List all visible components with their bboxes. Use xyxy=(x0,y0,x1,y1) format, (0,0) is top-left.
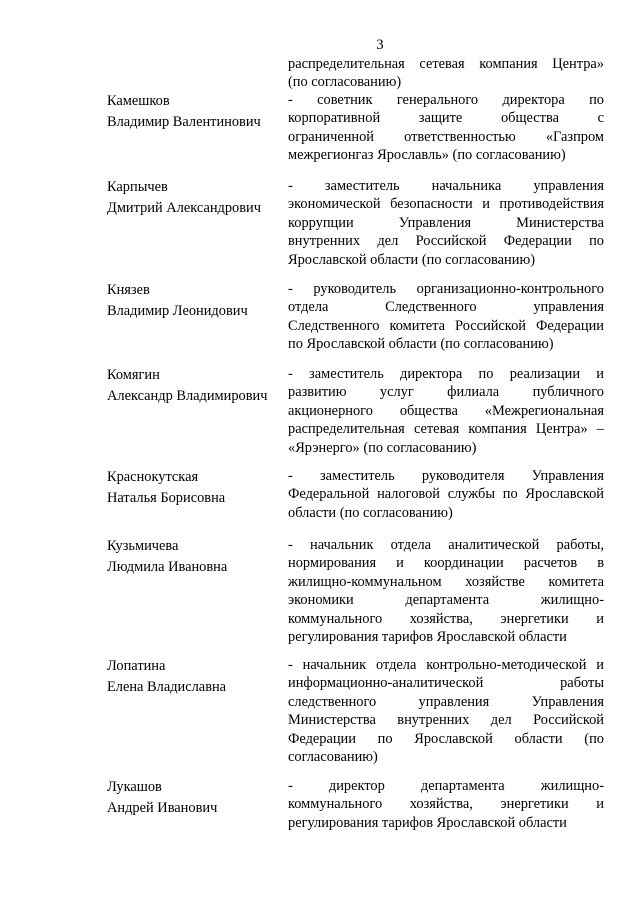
text-line: области (по согласованию) xyxy=(288,504,453,521)
page-number: 3 xyxy=(376,37,384,53)
member-given-name: Елена Владиславна xyxy=(107,679,227,695)
member-surname: Князев xyxy=(107,282,150,298)
member-position xyxy=(288,365,604,457)
member-name xyxy=(107,177,287,219)
member-position xyxy=(288,177,604,269)
text-line: - заместитель начальника управления xyxy=(288,178,604,194)
member-position xyxy=(288,777,604,832)
member-name xyxy=(107,777,287,819)
text-line: акционерного общества «Межрегиональная xyxy=(288,402,604,419)
member-surname: Краснокутская xyxy=(107,469,199,485)
member-given-name: Владимир Валентинович xyxy=(107,114,261,130)
text-line: - руководитель организационно-контрольного xyxy=(288,281,604,297)
text-line: Федеральной налоговой службы по Ярославской xyxy=(288,486,604,503)
text-line: отдела Следственного управления xyxy=(288,299,604,316)
member-surname: Кузьмичева xyxy=(107,538,179,554)
member-name xyxy=(107,280,287,322)
text-line: коррупции Управления Министерства xyxy=(288,214,604,231)
text-line: ограниченной ответственностью «Газпром xyxy=(288,128,604,145)
text-line: распределительная сетевая компания Центра» xyxy=(288,56,604,72)
text-line: «Ярэнерго» (по согласованию) xyxy=(288,439,477,456)
text-line: (по согласованию) xyxy=(288,74,402,91)
text-line: Следственного комитета Российской Федерации xyxy=(288,317,604,334)
text-line: по Ярославской области (по согласованию) xyxy=(288,336,554,353)
member-surname: Комягин xyxy=(107,367,160,383)
member-surname: Карпычев xyxy=(107,179,168,195)
text-line: распределительная сетевая компания Центра» – xyxy=(288,421,604,438)
text-line: экономической безопасности и противодействия xyxy=(288,196,604,213)
member-surname: Лукашов xyxy=(107,779,162,795)
member-name xyxy=(107,365,287,407)
text-line: межрегионгаз Ярославль» (по согласованию) xyxy=(288,147,566,164)
text-line: - начальник отдела аналитической работы, xyxy=(288,537,604,553)
text-line: жилищно-коммунальном хозяйстве комитета xyxy=(288,573,604,590)
text-line: - директор департамента жилищно- xyxy=(288,778,604,794)
text-line: Федерации по Ярославской области (по xyxy=(288,730,604,747)
member-given-name: Дмитрий Александрович xyxy=(107,200,261,216)
member-position xyxy=(288,91,604,165)
member-position xyxy=(288,536,604,646)
text-line: корпоративной защите общества с xyxy=(288,110,604,127)
text-line: развитию услуг филиала публичного xyxy=(288,384,604,401)
member-name xyxy=(107,536,287,578)
text-line: следственного управления Управления xyxy=(288,693,604,710)
text-line: - советник генерального директора по xyxy=(288,92,604,108)
member-given-name: Людмила Ивановна xyxy=(107,559,228,575)
member-given-name: Наталья Борисовна xyxy=(107,490,226,506)
member-surname: Камешков xyxy=(107,93,170,109)
text-line: экономики департамента жилищно- xyxy=(288,592,604,609)
text-line: - заместитель директора по реализации и xyxy=(288,366,604,382)
member-position xyxy=(288,656,604,766)
text-line: регулирования тарифов Ярославской области xyxy=(288,628,567,645)
text-line: информационно-аналитической работы xyxy=(288,675,604,692)
member-name xyxy=(107,467,287,509)
text-line: внутренних дел Российской Федерации по xyxy=(288,233,604,250)
member-position xyxy=(288,467,604,522)
text-line: Ярославской области (по согласованию) xyxy=(288,251,535,268)
text-line: Министерства внутренних дел Российской xyxy=(288,712,604,729)
member-given-name: Андрей Иванович xyxy=(107,800,218,816)
text-line: коммунального хозяйства, энергетики и xyxy=(288,610,604,627)
member-surname: Лопатина xyxy=(107,658,166,674)
text-line: коммунального хозяйства, энергетики и xyxy=(288,796,604,813)
text-line: - начальник отдела контрольно-методической и xyxy=(288,657,604,673)
member-name xyxy=(107,91,287,133)
continuation-text xyxy=(288,55,604,92)
member-position xyxy=(288,280,604,354)
member-given-name: Владимир Леонидович xyxy=(107,303,248,319)
member-name xyxy=(107,656,287,698)
text-line: согласованию) xyxy=(288,748,378,765)
text-line: регулирования тарифов Ярославской области xyxy=(288,814,567,831)
member-given-name: Александр Владимирович xyxy=(107,388,268,404)
text-line: - заместитель руководителя Управления xyxy=(288,468,604,484)
text-line: нормирования и координации расчетов в xyxy=(288,555,604,572)
